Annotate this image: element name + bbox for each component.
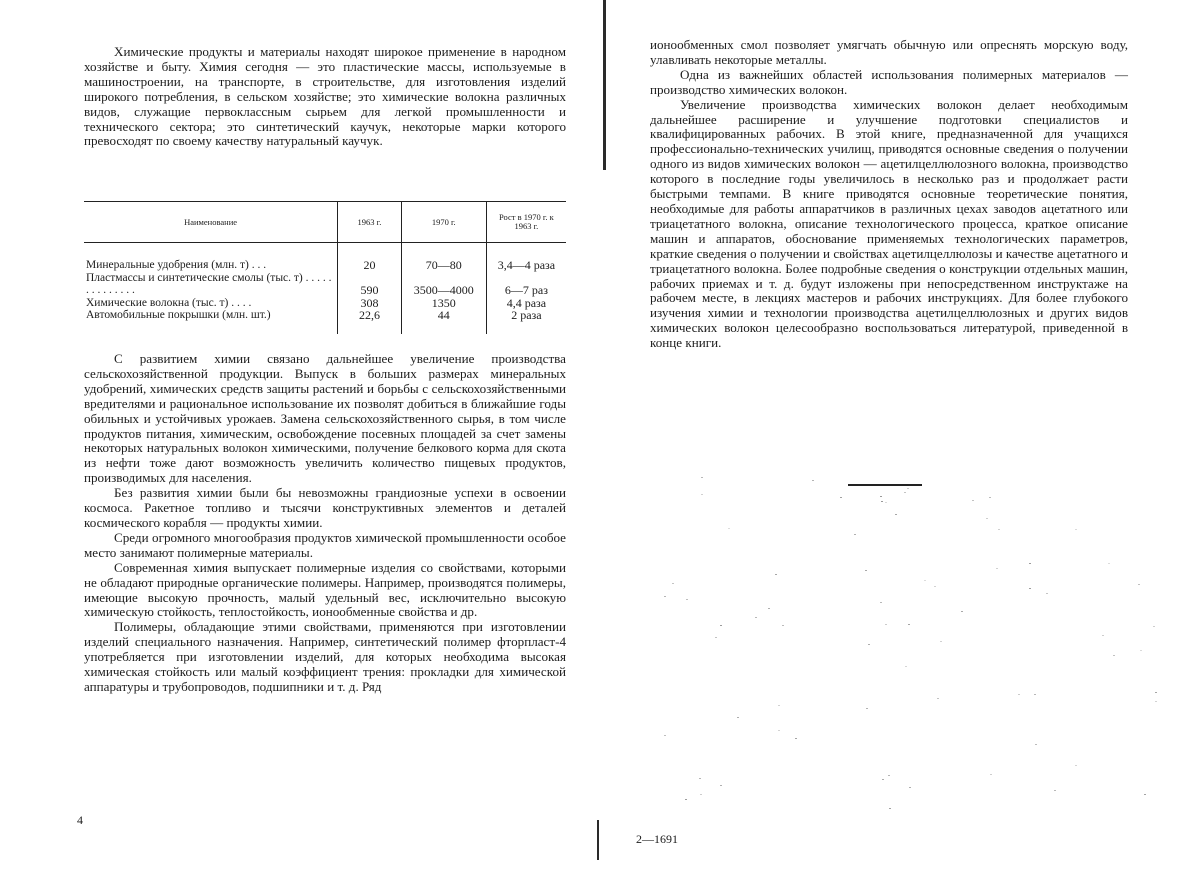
scan-speck	[880, 602, 882, 603]
signature-mark: 2—1691	[636, 832, 678, 846]
table-growth-fertilizers: 3,4—4 раза	[497, 258, 556, 272]
table-header-1963: 1963 г.	[338, 202, 402, 243]
scan-speck	[889, 808, 891, 809]
table-1963-fertilizers: 20	[363, 258, 376, 272]
intro-paragraph-block	[84, 45, 566, 149]
scan-speck	[720, 625, 722, 626]
scan-speck	[1108, 563, 1110, 564]
paragraph-fibers: Одна из важнейших областей использования полимерных материалов — производство химических волокон.	[650, 66, 1128, 97]
scan-speck	[972, 500, 974, 501]
table-spacer-row	[84, 243, 566, 260]
scan-speck	[961, 611, 963, 612]
table-growth-plastics: 6—7 раз	[504, 283, 548, 298]
table-header-1970: 1970 г.	[401, 202, 486, 243]
scan-speck	[907, 488, 909, 489]
scan-speck	[998, 529, 1000, 530]
scan-speck	[778, 730, 780, 731]
scan-speck	[885, 624, 887, 625]
intro-paragraph: Химические продукты и материалы находят широкое применение в народном хозяйстве и быту. Химия сегодня — это пластические массы, используемые в машиностроении, на транспорте, в строительстве, для изготовления изделий широкого потребления, в сельском хозяйстве; это химические волокна различных видов, служащие первоклассным сырьем для легкой промышленности и технического сектора; это синтетический каучук, некоторые марки которого превосходят по своему качеству натуральный каучук.	[84, 44, 566, 149]
scan-speck	[1054, 790, 1056, 791]
scan-speck	[672, 583, 674, 584]
scan-speck	[1102, 635, 1104, 636]
scan-speck	[1155, 701, 1157, 702]
chemical-production-table	[84, 201, 566, 334]
table-name-cell	[84, 259, 338, 322]
scan-speck	[880, 496, 882, 497]
scan-speck	[895, 514, 897, 515]
table-name-fibers: Химические волокна (тыс. т) . . . .	[86, 296, 252, 309]
scan-speck	[768, 608, 770, 609]
page-number: 4	[77, 813, 83, 827]
scan-speck	[715, 637, 717, 638]
scan-speck	[865, 570, 867, 571]
paragraph-space: Без развития химии были бы невозможны грандиозные успехи в освоении космоса. Ракетное топливо и тысячи конструктивных элементов и деталей космического корабля — продукты химии.	[84, 485, 566, 530]
table-growth-fibers: 4,4 раза	[506, 295, 547, 310]
table-1970-fertilizers: 70—80	[425, 258, 462, 272]
scan-speck	[924, 580, 926, 581]
table-spacer-row	[84, 322, 566, 334]
scan-speck	[686, 599, 688, 600]
scan-speck	[1029, 588, 1031, 589]
table-header-name: Наименование	[84, 202, 338, 243]
scan-speck	[940, 641, 942, 642]
scan-speck	[775, 574, 777, 575]
table-1970-plastics: 3500—4000	[413, 283, 474, 298]
scan-speck	[1046, 593, 1048, 594]
scan-speck	[989, 497, 991, 498]
table-1970-fibers: 1350	[431, 295, 456, 310]
table-1963-tires: 22,6	[358, 308, 380, 323]
table-row	[84, 259, 566, 322]
scan-speck	[700, 794, 702, 795]
scan-speck	[1075, 529, 1077, 530]
scan-speck	[664, 596, 666, 597]
scan-speck	[812, 480, 814, 481]
table-name-plastics: Пластмассы и синтетические смолы (тыс. т) . . . . . . . . . . . . . .	[86, 271, 332, 297]
scan-speck	[882, 779, 884, 780]
scan-speck	[664, 735, 666, 736]
scan-speck	[905, 666, 907, 667]
scan-speck	[904, 492, 906, 493]
paragraph-book-purpose: Увеличение производства химических волокон делает необходимым дальнейшее расширение и улучшение подготовки специалистов и квалифицированных рабочих. В этой книге, предназначенной для учащихся профессионально-технических училищ, приводятся основные сведения о получении одного из видов химических волокон — ацетилцеллюлозного волокна, производство которого в последние годы увеличилось в несколько раз и продолжает расти быстрыми темпами. В книге приводятся основные теоретические понятия, необходимые для работы аппаратчиков в различных цехах заводов ацетатного или триацетатного волокна, описание технологического процесса, краткое описание машин и аппаратов, обоснование применяемых технологических параметров, краткие сведения о получении и свойствах ацетилцеллюлозы и качестве ацетатного и триацетатного волокна. Более подробные сведения о конструкции отдельных машин, рабочих приемах и т. д. будут изложены при непосредственном инструктаже на рабочем месте, в лекциях мастеров и рабочих инструкциях. Для более глубокого изучения химии и технологии производства ацетилцеллюлозных и других видов химических волокон целесообразно воспользоваться литературой, приведенной в конце книги.	[650, 96, 1128, 351]
scan-speck	[1034, 694, 1036, 695]
paragraph-continuation: ионообменных смол позволяет умягчать обычную или опреснять морскую воду, улавливать некоторые металлы.	[650, 37, 1128, 67]
right-body-text	[650, 38, 1128, 351]
scan-speck	[990, 774, 992, 775]
table-growth-cell	[486, 259, 566, 322]
scan-speck	[909, 787, 911, 788]
scan-speck	[1029, 563, 1031, 564]
scan-speck	[1113, 655, 1115, 656]
table-name-fertilizers: Минеральные удобрения (млн. т) . . .	[86, 259, 267, 271]
scan-speck	[1075, 765, 1077, 766]
scan-speck	[728, 528, 730, 529]
scan-speck	[755, 617, 757, 618]
scan-speck	[934, 586, 936, 587]
table-growth-tires: 2 раза	[511, 308, 542, 323]
scan-noise	[600, 470, 1200, 830]
table-header-growth: Рост в 1970 г. к 1963 г.	[486, 202, 566, 243]
scan-speck	[996, 568, 998, 569]
scan-speck	[720, 785, 722, 786]
left-body-text	[84, 352, 566, 695]
scan-speck	[854, 534, 856, 535]
paragraph-special-use: Полимеры, обладающие этими свойствами, применяются при изготовлении изделий специального назначения. Например, синтетический полимер фторпласт-4 употребляется при изготовлении изделий, для которых необходима высокая химическая стойкость или малый коэффициент трения: прокладки для химической аппаратуры и трубопроводов, подшипники и т. д. Ряд	[84, 619, 566, 694]
scan-speck	[1035, 744, 1037, 745]
scan-speck	[778, 705, 780, 706]
table-1963-fibers: 308	[360, 295, 379, 310]
table-1963-cell	[338, 259, 402, 322]
scan-speck	[866, 708, 868, 709]
scan-speck	[701, 494, 703, 495]
table-1963-plastics: 590	[360, 283, 379, 298]
scan-speck	[782, 625, 784, 626]
table-1970-tires: 44	[437, 308, 450, 323]
scan-speck	[937, 698, 939, 699]
scan-speck	[1018, 694, 1020, 695]
scan-speck	[885, 502, 887, 503]
scan-speck	[908, 624, 910, 625]
scan-speck	[795, 738, 797, 739]
paragraph-polymers: Среди огромного многообразия продуктов химической промышленности особое место занимают полимерные материалы.	[84, 529, 566, 560]
scan-speck	[840, 497, 842, 498]
scan-speck	[1140, 650, 1142, 651]
scan-speck	[868, 644, 870, 645]
scan-speck	[1144, 794, 1146, 795]
scan-speck	[881, 501, 883, 502]
scan-speck	[1155, 692, 1157, 693]
table-1970-cell	[401, 259, 486, 322]
scan-speck	[1138, 584, 1140, 585]
scan-speck	[986, 518, 988, 519]
scan-speck	[888, 775, 890, 776]
paragraph-modern-chemistry: Современная химия выпускает полимерные изделия со свойствами, которыми не обладают природные органические полимеры. Например, производятся полимеры, имеющие высокую прочность, малый удельный вес, исключительно высокую химическую стойкость, теплостойкость, ионообменные свойства и др.	[84, 559, 566, 620]
table-header-row	[84, 202, 566, 243]
paragraph-agriculture: С развитием химии связано дальнейшее увеличение производства сельскохозяйственной продукции. Выпуск в больших размерах минеральных удобрений, химических средств защиты растений и борьбы с сельскохозяйственными вредителями и рациональное использование их позволят добиться в ближайшие годы обильных и устойчивых урожаев. Замена сельскохозяйственного сырья, в том числе продуктов питания, химическим, освобождение посевных площадей за счет замены некоторых натуральных волокон химическими, получение белкового корма для скота из нефти тоже дают возможность увеличить количество пищевых продуктов, производимых для населения.	[84, 351, 566, 486]
scan-speck	[685, 799, 687, 800]
scan-speck	[699, 778, 701, 779]
gutter-shadow	[597, 820, 599, 860]
scan-speck	[1153, 626, 1155, 627]
table-name-tires: Автомобильные покрышки (млн. шт.)	[86, 309, 271, 322]
scan-speck	[701, 477, 703, 478]
scan-speck	[737, 717, 739, 718]
